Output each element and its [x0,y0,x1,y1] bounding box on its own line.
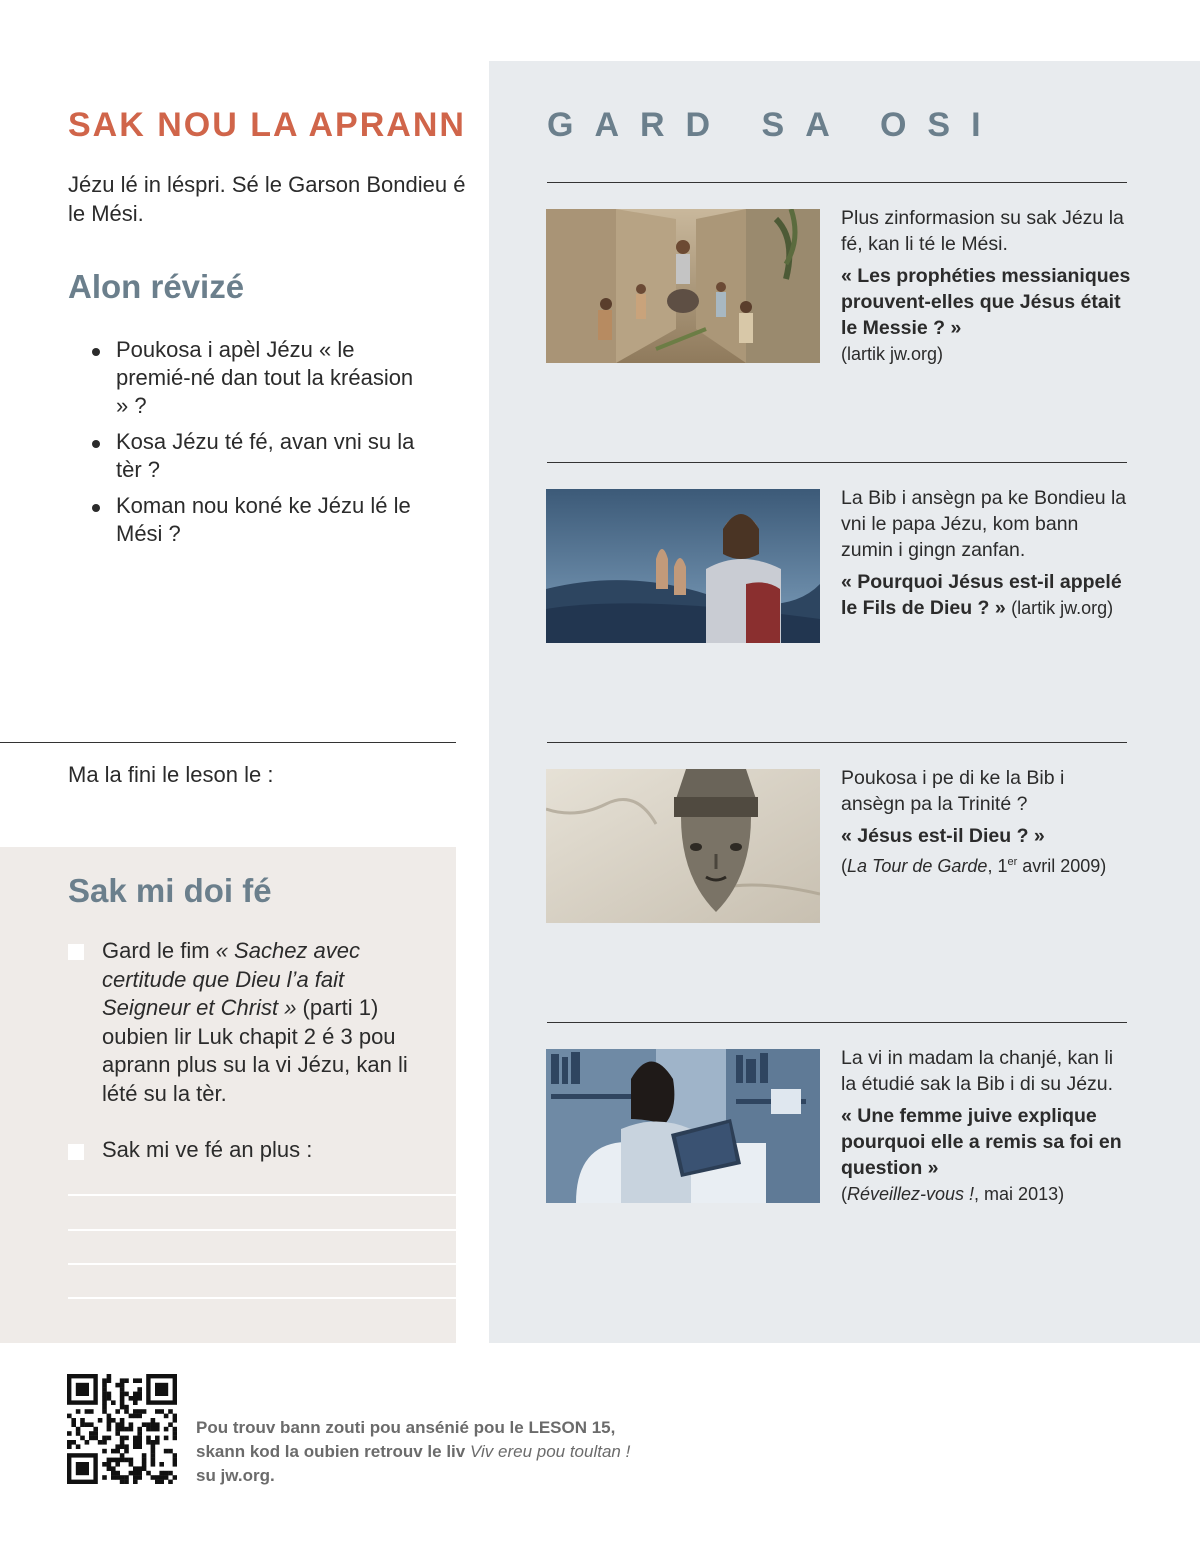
see-also-link[interactable]: « Les prophéties messianiques prouvent-elles que Jésus était le Messie ? » [841,265,1131,339]
review-item [92,492,422,548]
see-also-intro: Plus zinformasion su sak Jézu la fé, kan li té le Mési. [841,207,1124,255]
todo-item-1-suffix: (parti 1) oubien lir Luk chapit 2 é 3 pou aprann plus su la vi Jézu, kan li lété su la tèr. [102,995,408,1106]
footer-text [196,1416,696,1488]
divider [0,742,456,743]
write-line[interactable] [68,1297,456,1299]
footer-line-3: su jw.org. [196,1466,275,1485]
see-also-item-2 [841,485,1131,621]
source-date-sup: er [1007,856,1018,868]
source-paren: ( [841,1184,847,1204]
qr-code-icon[interactable] [67,1374,177,1484]
woman-reading-book-image[interactable] [546,1049,820,1203]
three-faced-statue-image[interactable] [546,769,820,923]
learned-title: SAK NOU LA APRANN [68,106,466,144]
learned-summary: Jézu lé in léspri. Sé le Garson Bondieu é le Mési. [68,172,466,226]
footer-line-2 [196,1440,696,1464]
divider [547,1022,1127,1023]
see-also-source [841,1181,1131,1207]
footer-line-2-prefix: skann kod la oubien retrouv le liv [196,1442,470,1461]
review-item-text: Kosa Jézu té fé, avan vni su la tèr ? [116,429,415,482]
see-also-item-1 [841,205,1131,367]
write-line[interactable] [68,1263,456,1265]
todo-checkbox-2[interactable] [68,1144,84,1160]
see-also-title: GARD SA OSI [547,106,1002,144]
source-date: , mai 2013) [974,1184,1065,1204]
jesus-praying-image[interactable] [546,489,820,643]
write-line[interactable] [68,1229,456,1231]
see-also-item-3 [841,765,1131,879]
divider [547,462,1127,463]
see-also-intro: Poukosa i pe di ke la Bib i ansègn pa la Trinité ? [841,767,1065,815]
see-also-link[interactable]: « Une femme juive explique pourquoi elle a remis sa foi en question » [841,1105,1122,1179]
todo-item-2: Sak mi ve fé an plus : [102,1137,313,1162]
todo-item-1-prefix: Gard le fim [102,938,216,963]
todo-item-1 [102,937,432,1108]
see-also-source [841,849,1131,879]
todo-item-1-film: « Sachez avec certitude que Dieu l’a fait Seigneur et Christ » [102,938,361,1020]
jesus-entering-jerusalem-image[interactable] [546,209,820,363]
bullet-icon [92,348,100,356]
source-publication: Réveillez-vous ! [847,1184,975,1204]
see-also-link-text[interactable]: « Pourquoi Jésus est-il appelé le Fils de Dieu ? » [841,571,1122,619]
source-date-end: avril 2009) [1017,856,1107,876]
review-item-text: Poukosa i apèl Jézu « le premié-né dan tout la kréasion » ? [116,337,414,418]
review-list [92,336,422,556]
footer-line-1: Pou trouv bann zouti pou ansénié pou le LESON 15, [196,1418,616,1437]
write-line[interactable] [68,1194,456,1196]
review-item-text: Koman nou koné ke Jézu lé le Mési ? [116,493,411,546]
review-item [92,336,422,420]
source-date: , 1 [987,856,1008,876]
see-also-intro: La vi in madam la chanjé, kan li la étudié sak la Bib i di su Jézu. [841,1047,1114,1095]
todo-checkbox-1[interactable] [68,944,84,960]
todo-title: Sak mi doi fé [68,872,272,909]
lesson-finished-date-label: Ma la fini le leson le : [68,762,274,787]
see-also-source: (lartik jw.org) [841,344,944,364]
source-paren: ( [841,856,847,876]
see-also-link[interactable] [841,569,1131,621]
footer-book-title[interactable]: Viv ereu pou toultan ! [469,1442,631,1461]
review-item [92,428,422,484]
bullet-icon [92,440,100,448]
see-also-item-4 [841,1045,1131,1207]
source-publication: La Tour de Garde [847,856,988,876]
qr-code-graphic [67,1374,177,1484]
divider [547,742,1127,743]
see-also-source: (lartik jw.org) [1011,598,1114,618]
divider [547,182,1127,183]
see-also-link[interactable]: « Jésus est-il Dieu ? » [841,825,1045,847]
see-also-intro: La Bib i ansègn pa ke Bondieu la vni le papa Jézu, kom bann zumin i gingn zanfan. [841,487,1127,561]
bullet-icon [92,504,100,512]
review-title: Alon révizé [68,268,245,305]
